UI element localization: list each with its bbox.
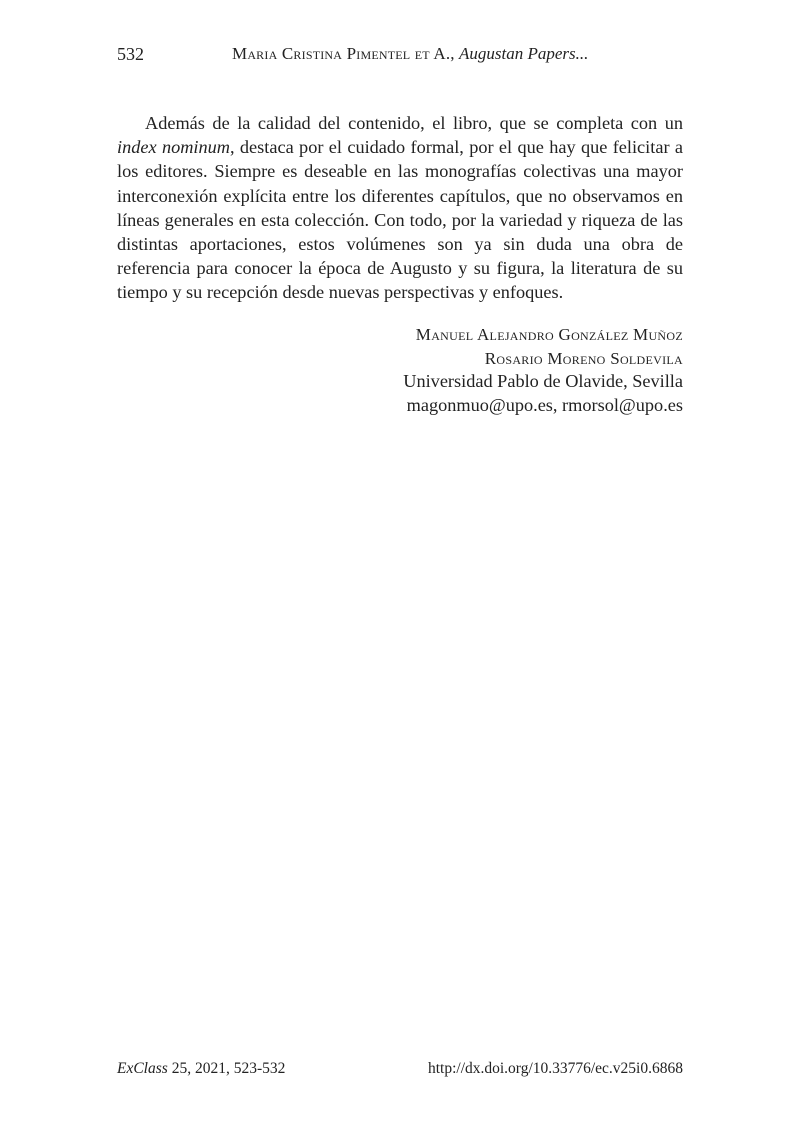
paragraph-text-start: Además de la calidad del contenido, el libro, que se completa con un <box>145 113 683 133</box>
body-paragraph <box>117 111 683 305</box>
page-footer <box>117 1060 683 1084</box>
running-title-authors: Maria Cristina Pimentel et A., <box>232 44 455 63</box>
page-number: 532 <box>117 44 144 64</box>
footer-journal-name: ExClass <box>117 1060 168 1077</box>
running-header <box>117 44 683 70</box>
footer-doi-link[interactable]: http://dx.doi.org/10.33776/ec.v25i0.6868 <box>427 1060 683 1077</box>
running-title <box>232 44 588 64</box>
running-title-book: Augustan Papers... <box>458 44 589 63</box>
footer-citation <box>117 1060 285 1078</box>
signature-affiliation: Universidad Pablo de Olavide, Sevilla <box>403 371 683 392</box>
signature-block <box>300 323 683 417</box>
paragraph-italic-term: index nominum <box>117 137 230 158</box>
signature-author-2: Rosario Moreno Soldevila <box>484 348 683 368</box>
signature-author-1: Manuel Alejandro González Muñoz <box>415 325 683 344</box>
signature-emails: magonmuo@upo.es, rmorsol@upo.es <box>406 394 683 415</box>
footer-citation-details: 25, 2021, 523-532 <box>167 1060 286 1077</box>
paragraph-text-rest: , destaca por el cuidado formal, por el que hay que felicitar a los editores. Siempre es deseable en las monografías colectivas una mayor interconexión explícita entre los diferentes capítulos, que no observamos en líneas generales en esta colección. Con todo, por la variedad y riqueza de las distintas aportaciones, estos volúmenes son ya sin duda una obra de referencia para conocer la época de Augusto y su figura, la literatura de su tiempo y su recepción desde nuevas perspectivas y enfoques. <box>117 137 683 303</box>
